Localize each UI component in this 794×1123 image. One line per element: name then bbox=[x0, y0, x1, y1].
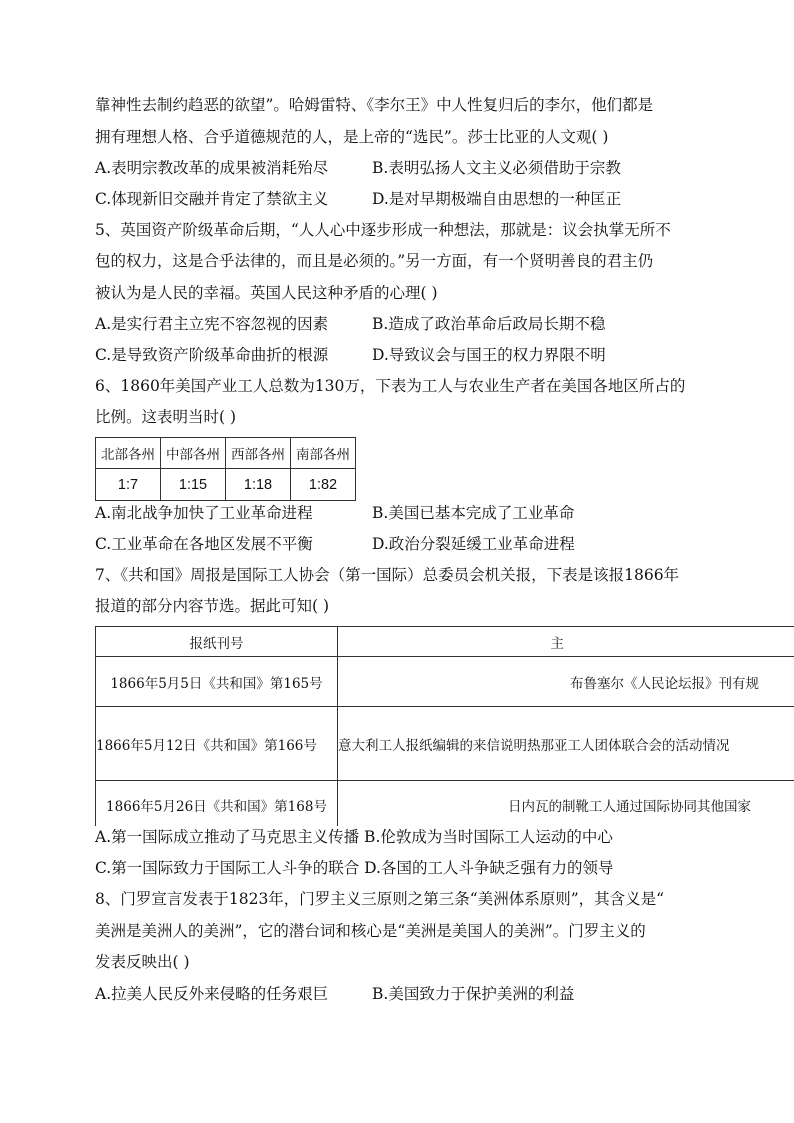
table-header-content-label: 主 bbox=[550, 635, 564, 652]
q6-stem-line-2: 比例。这表明当时( ) bbox=[95, 408, 237, 426]
q5-stem-line-1: 5、英国资产阶级革命后期，“人人心中逐步形成一种想法，那就是：议会执掌无所不 bbox=[95, 221, 671, 239]
q6-option-b: B.美国已基本完成了工业革命 bbox=[372, 504, 575, 522]
table-header-cell: 南部各州 bbox=[291, 438, 356, 469]
q5-option-c: C.是导致资产阶级革命曲折的根源 bbox=[95, 346, 329, 364]
table-header-cell: 北部各州 bbox=[96, 438, 161, 469]
q7-stem-line-1: 7、《共和国》周报是国际工人协会（第一国际）总委员会机关报，下表是该报1866年 bbox=[95, 566, 680, 584]
q5-stem-line-2: 包的权力，这是合乎法律的，而且是必须的。”另一方面，有一个贤明善良的君主仍 bbox=[95, 252, 654, 270]
q4-stem-line-2: 拥有理想人格、合乎道德规范的人，是上帝的“选民”。莎士比亚的人文观( ) bbox=[95, 128, 609, 146]
q7-newspaper-table bbox=[95, 626, 794, 826]
table-value-cell: 1:18 bbox=[226, 469, 291, 501]
q8-stem-line-1: 8、门罗宣言发表于1823年，门罗主义三原则之第三条“美洲体系原则”，其含义是“ bbox=[95, 890, 665, 908]
table-value-cell: 1:7 bbox=[96, 469, 161, 501]
q6-option-a: A.南北战争加快了工业革命进程 bbox=[95, 504, 313, 522]
q5-option-b: B.造成了政治革命后政局长期不稳 bbox=[372, 315, 606, 333]
q7-options-ab: A.第一国际成立推动了马克思主义传播 B.伦敦成为当时国际工人运动的中心 bbox=[95, 828, 613, 846]
q5-option-a: A.是实行君主立宪不容忽视的因素 bbox=[95, 315, 329, 333]
table-row-content: 意大利工人报纸编辑的来信说明热那亚工人团体联合会的活动情况 bbox=[338, 707, 794, 781]
q4-option-b: B.表明弘扬人文主义必须借助于宗教 bbox=[372, 159, 621, 177]
q4-option-d: D.是对早期极端自由思想的一种匡正 bbox=[372, 190, 622, 208]
table-value-cell: 1:15 bbox=[161, 469, 226, 501]
q4-option-a: A.表明宗教改革的成果被消耗殆尽 bbox=[95, 159, 329, 177]
q6-stem-line-1: 6、1860年美国产业工人总数为130万，下表为工人与农业生产者在美国各地区所占的 bbox=[95, 377, 686, 395]
q8-option-a: A.拉美人民反外来侵略的任务艰巨 bbox=[95, 985, 329, 1003]
q8-stem-line-2: 美洲是美洲人的美洲”，它的潜台词和核心是“美洲是美国人的美洲”。门罗主义的 bbox=[95, 922, 646, 940]
table-row-content: 日内瓦的制靴工人通过国际协同其他国家 bbox=[338, 781, 794, 827]
q6-option-c: C.工业革命在各地区发展不平衡 bbox=[95, 535, 313, 553]
table-row-issue: 1866年5月5日《共和国》第165号 bbox=[96, 657, 338, 707]
table-header-cell: 西部各州 bbox=[226, 438, 291, 469]
q5-option-d: D.导致议会与国王的权力界限不明 bbox=[372, 346, 606, 364]
q7-options-cd: C.第一国际致力于国际工人斗争的联合 D.各国的工人斗争缺乏强有力的领导 bbox=[95, 859, 614, 877]
table-header-issue: 报纸刊号 bbox=[96, 627, 338, 657]
table-header-content bbox=[338, 627, 794, 657]
table-row-content: 布鲁塞尔《人民论坛报》刊有规 bbox=[338, 657, 794, 707]
table-value-cell: 1:82 bbox=[291, 469, 356, 501]
table-header-cell: 中部各州 bbox=[161, 438, 226, 469]
q6-ratio-table bbox=[95, 437, 356, 501]
q6-option-d: D.政治分裂延缓工业革命进程 bbox=[372, 535, 575, 553]
q7-stem-line-2: 报道的部分内容节选。据此可知( ) bbox=[95, 597, 330, 615]
q4-stem-line-1: 靠神性去制约趋恶的欲望”。哈姆雷特、《李尔王》中人性复归后的李尔，他们都是 bbox=[95, 96, 654, 114]
q8-stem-line-3: 发表反映出( ) bbox=[95, 953, 190, 971]
q5-stem-line-3: 被认为是人民的幸福。英国人民这种矛盾的心理( ) bbox=[95, 284, 438, 302]
table-row-issue: 1866年5月12日《共和国》第166号 bbox=[96, 707, 338, 781]
table-row-issue: 1866年5月26日《共和国》第168号 bbox=[96, 781, 338, 827]
q4-option-c: C.体现新旧交融并肯定了禁欲主义 bbox=[95, 190, 329, 208]
q8-option-b: B.美国致力于保护美洲的利益 bbox=[372, 985, 575, 1003]
